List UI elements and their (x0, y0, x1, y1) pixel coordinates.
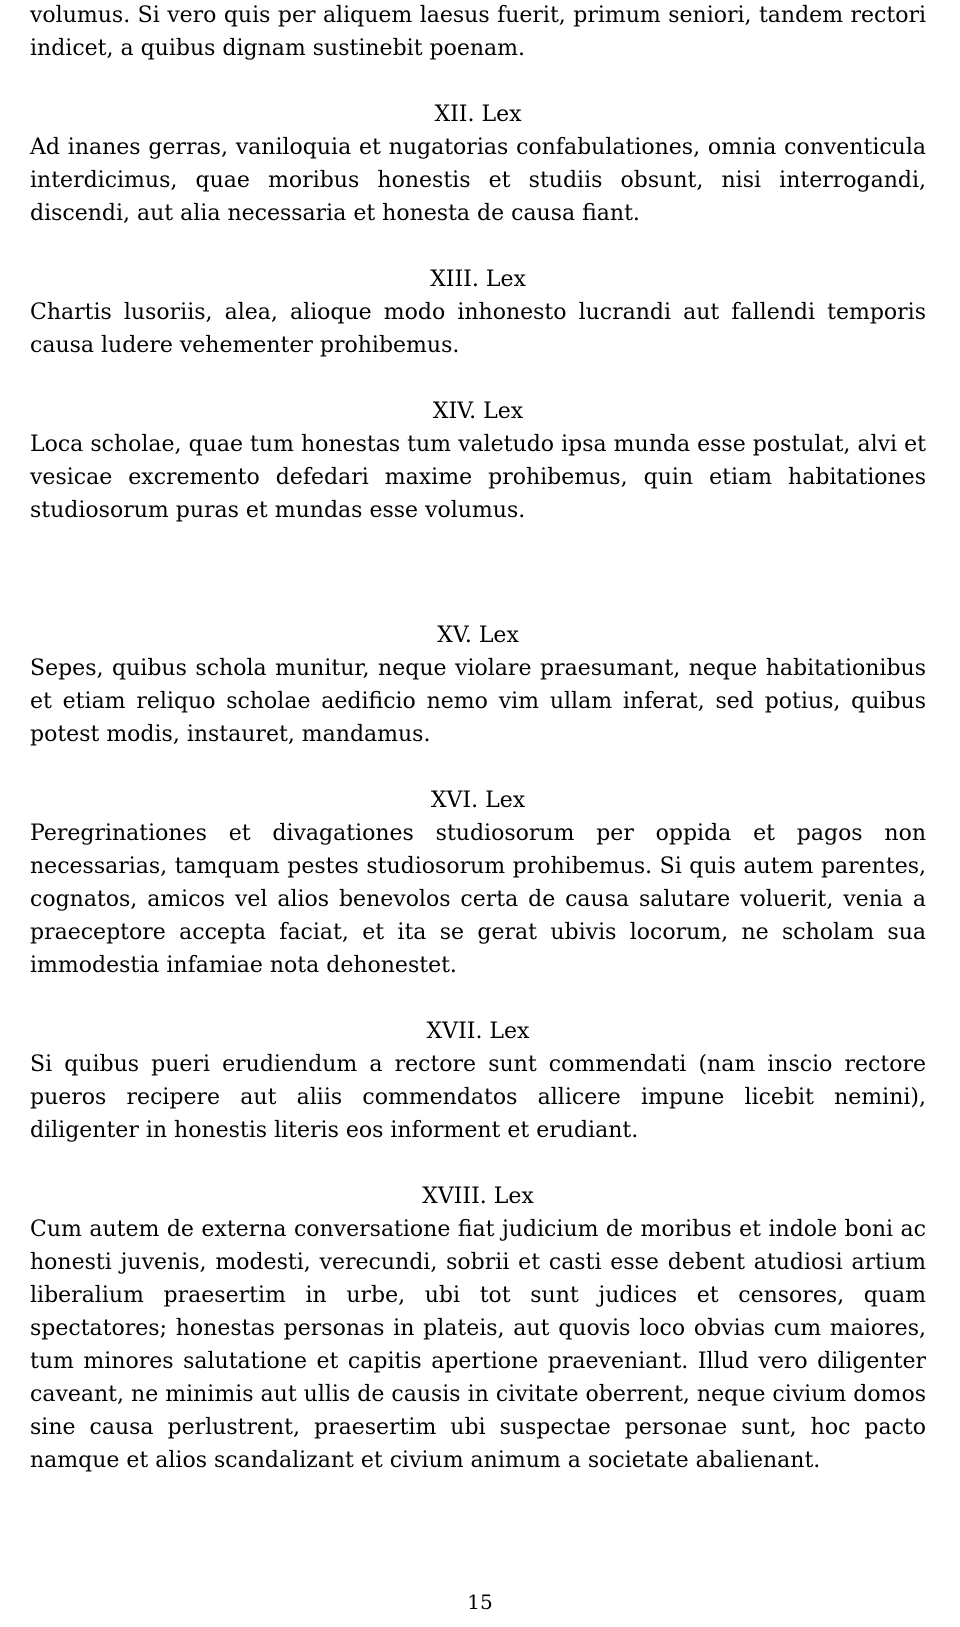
lex-text: Si quibus pueri erudiendum a rectore sunt commendati (nam inscio rectore pueros recipere aut aliis commendatos allicere impune licebit nemini), diligenter in honestis literis eos informent et erudiant. (30, 1052, 926, 1143)
continuation-paragraph: volumus. Si vero quis per aliquem laesus fuerit, primum seniori, tandem rectori indicet, a quibus dignam sustinebit poenam. (30, 3, 926, 61)
lex-heading: XII. Lex (434, 102, 522, 127)
lex-text: Loca scholae, quae tum honestas tum valetudo ipsa munda esse postulat, alvi et vesicae excremento defedari maxime prohibemus, quin etiam habitationes studiosorum puras et mundas esse volumus. (30, 432, 926, 523)
lex-section-xiv (30, 395, 926, 527)
lex-section-xviii (30, 1180, 926, 1477)
lex-section-xvii (30, 1015, 926, 1147)
lex-heading: XIV. Lex (432, 399, 524, 424)
lex-section-xvi (30, 784, 926, 982)
lex-text: Peregrinationes et divagationes studiosorum per oppida et pagos non necessarias, tamquam pestes studiosorum prohibemus. Si quis autem parentes, cognatos, amicos vel alios benevolos certa de causa salutare voluerit, venia a praeceptore accepta faciat, et ita se gerat ubivis locorum, ne scholam sua immodestia infamiae nota dehonestet. (30, 821, 926, 978)
lex-text: Cum autem de externa conversatione fiat judicium de moribus et indole boni ac honesti juvenis, modesti, verecundi, sobrii et casti esse debent atudiosi artium liberalium praesertim in urbe, ubi tot sunt judices et censores, quam spectatores; honestas personas in plateis, aut quovis loco obvias cum maiores, tum minores salutatione et capitis apertione praeveniant. Illud vero diligenter caveant, ne minimis aut ullis de causis in civitate oberrent, neque civium domos sine causa perlustrent, praesertim ubi suspectae personae sunt, hoc pacto namque et alios scandalizant et civium animum a societate abalienant. (30, 1217, 926, 1473)
lex-heading: XVII. Lex (426, 1019, 530, 1044)
lex-section-xii (30, 98, 926, 230)
lex-heading: XIII. Lex (430, 267, 526, 292)
lex-heading: XV. Lex (437, 623, 519, 648)
lex-text: Chartis lusoriis, alea, alioque modo inhonesto lucrandi aut fallendi temporis causa ludere vehementer prohibemus. (30, 300, 926, 358)
document-body (30, 0, 926, 1477)
page-number: 15 (467, 1590, 493, 1614)
lex-heading: XVI. Lex (430, 788, 526, 813)
lex-text: Ad inanes gerras, vaniloquia et nugatorias confabulationes, omnia conventicula interdicimus, quae moribus honestis et studiis obsunt, nisi interrogandi, discendi, aut alia necessaria et honesta de causa fiant. (30, 135, 926, 226)
lex-section-xiii (30, 263, 926, 362)
lex-text: Sepes, quibus schola munitur, neque violare praesumant, neque habitationibus et etiam reliquo scholae aedificio nemo vim ullam inferat, sed potius, quibus potest modis, instauret, mandamus. (30, 656, 926, 747)
lex-heading: XVIII. Lex (422, 1184, 534, 1209)
lex-section-xv (30, 619, 926, 751)
